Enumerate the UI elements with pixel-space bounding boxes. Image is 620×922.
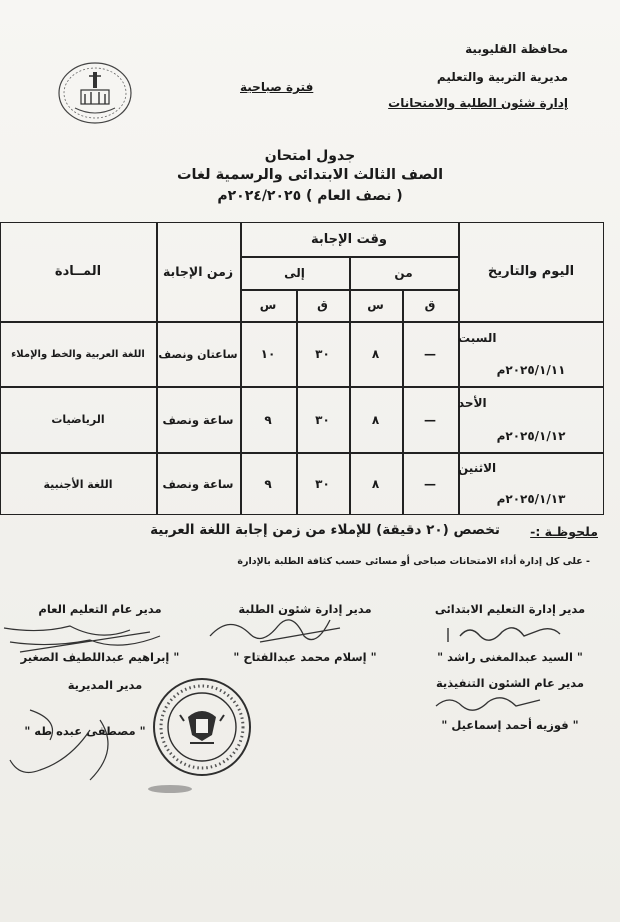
row-2-to-min: ٣٠ (315, 412, 330, 427)
title-line-3: ( نصف العام ) ٢٠٢٤/٢٠٢٥م (217, 188, 403, 204)
row-3-day: الاثنين (458, 461, 497, 475)
row-1-duration: ساعتان ونصف (158, 347, 238, 361)
row-3-date: ٢٠٢٥/١/١٣م (496, 492, 566, 506)
row-1-from-hour: ٨ (371, 347, 380, 361)
general-ed-name: " إبراهيم عبداللطيف الصغير (20, 650, 180, 664)
smudge-icon (145, 782, 195, 796)
title-line-2: الصف الثالث الابتدائى والرسمية لغات (176, 167, 444, 183)
header-day-date: اليوم والتاريخ (487, 264, 575, 279)
exec-affairs-name: " فوزيه أحمد إسماعيل " (441, 718, 579, 732)
row-3-subject: اللغة الأجنبية (43, 477, 113, 491)
note-label: ملحوظـة :- (530, 524, 598, 539)
row-1-to-min: ٣٠ (315, 347, 330, 361)
row-1-from-min: — (424, 347, 436, 361)
header-to: إلى (284, 265, 305, 280)
row-2-day: الأحد (458, 396, 487, 410)
row-1-date: ٢٠٢٥/١/١١م (496, 363, 566, 377)
signature-exec-affairs-icon (430, 690, 550, 716)
directorate-label: مديرية التربية والتعليم (436, 70, 568, 84)
row-3-from-min: — (424, 477, 436, 491)
row-3-to-hour: ٩ (264, 477, 272, 491)
primary-ed-title: مدير إدارة التعليم الابتدائى (434, 602, 586, 616)
exec-affairs-title: مدير عام الشئون التنفيذية (435, 676, 585, 690)
title-line-1: جدول امتحان (264, 148, 356, 164)
row-3-duration: ساعة ونصف (162, 477, 234, 491)
row-3-from-hour: ٨ (371, 477, 380, 491)
header-from-hour: س (367, 298, 384, 312)
row-1-subject: اللغة العربية والخط والإملاء (11, 348, 145, 360)
primary-ed-name: " السيد عبدالمغنى راشد " (437, 650, 583, 664)
row-2-duration: ساعة ونصف (162, 412, 234, 427)
signature-primary-ed-icon (440, 618, 570, 648)
official-stamp-icon (150, 675, 254, 779)
row-2-to-hour: ٩ (264, 412, 272, 427)
governorate-label: محافظة القليوبية (465, 42, 568, 56)
note-text: تخصص (٢٠ دقيقة) للإملاء من زمن إجابة اللغة العربية (150, 522, 500, 538)
header-to-min: ق (317, 298, 328, 312)
row-2-from-min: — (424, 412, 436, 427)
department-label: إدارة شئون الطلبة والامتحانات (388, 96, 568, 110)
row-2-subject: الرياضيات (51, 413, 105, 426)
note-line-2: - على كل إدارة أداء الامتحانات صباحى أو مسائى حسب كثافة الطلبة بالإدارة (237, 556, 590, 567)
ministry-logo-icon (55, 60, 135, 126)
row-3-to-min: ٣٠ (315, 477, 330, 491)
signature-directorate-icon (0, 700, 160, 790)
student-affairs-title: مدير إدارة شئون الطلبة (238, 602, 372, 616)
header-answer-time: وقت الإجابة (310, 231, 388, 247)
row-1-to-hour: ١٠ (260, 347, 276, 361)
student-affairs-name: " إسلام محمد عبدالفتاح " (233, 650, 377, 664)
header-subject: المــادة (54, 264, 102, 279)
row-1-day: السبت (458, 331, 497, 345)
header-to-hour: س (259, 298, 277, 312)
period-label: فترة صباحية (240, 80, 314, 94)
row-2-from-hour: ٨ (371, 412, 380, 427)
header-from-min: ق (424, 298, 436, 312)
directorate-title: مدير المديرية (67, 678, 143, 692)
header-from: من (394, 265, 413, 280)
signature-student-affairs-icon (200, 606, 350, 656)
header-duration: زمن الإجابة (162, 264, 234, 279)
directorate-name: " مصطفى عبده طه " (24, 724, 146, 738)
row-2-date: ٢٠٢٥/١/١٢م (496, 428, 566, 443)
general-ed-title: مدير عام التعليم العام (38, 602, 162, 616)
